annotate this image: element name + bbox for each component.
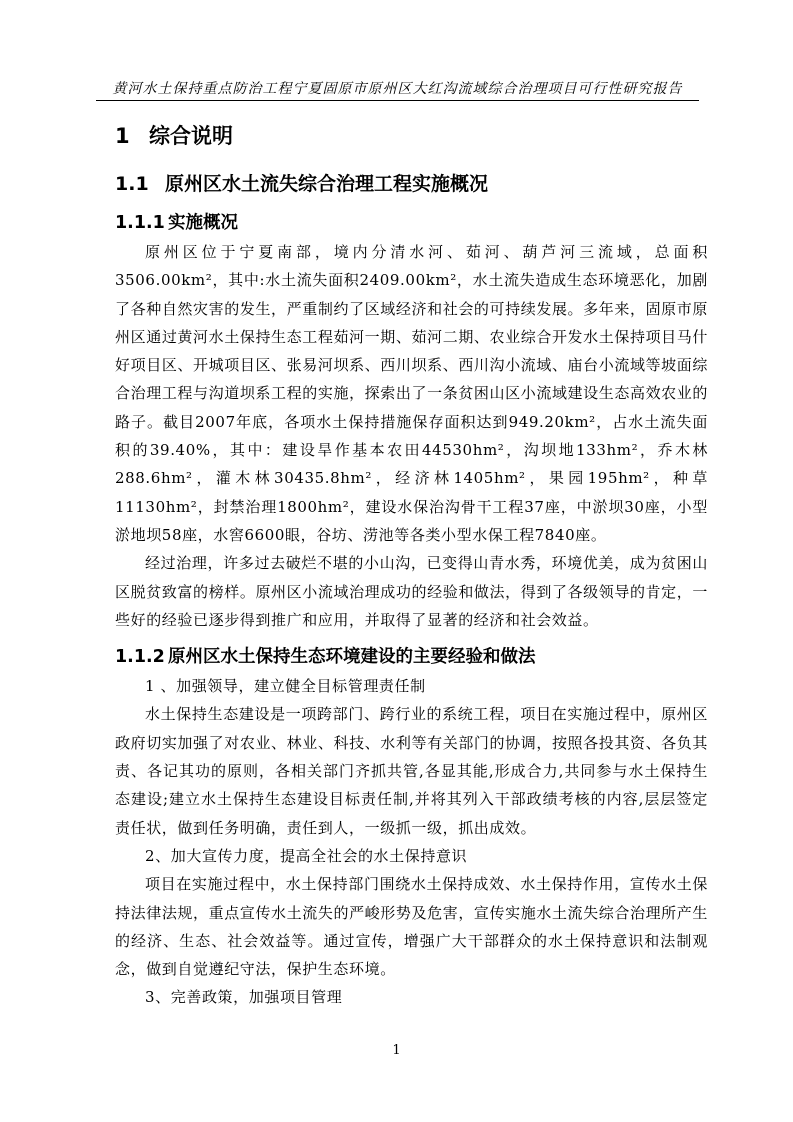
section-number: 1.1.1	[115, 213, 165, 233]
section-heading-1-1	[115, 168, 708, 200]
running-header: 黄河水土保持重点防治工程宁夏固原市原州区大红沟流域综合治理项目可行性研究报告	[112, 81, 683, 97]
section-number: 1.1.2	[115, 647, 165, 668]
section-title: 综合说明	[149, 124, 233, 148]
section-title: 实施概况	[168, 213, 238, 233]
document-body	[115, 118, 708, 1012]
section-title: 原州区水土保持生态环境建设的主要经验和做法	[168, 647, 536, 668]
section-heading-1-1-1	[115, 208, 708, 238]
paragraph-overview: 原州区位于宁夏南部，境内分清水河、茹河、葫芦河三流域，总面积3506.00km²，其中:水土流失面积2409.00km²，水土流失造成生态环境恶化，加剧了各种自然灾害的发生，严重制约了区域经济和社会的可持续发展。多年来，固原市原州区通过黄河水土保持生态工程茹河一期、茹河二期、农业综合开发水土保持项目马什好项目区、开城项目区、张易河坝系、西川坝系、西川沟小流域、庙台小流域等坡面综合治理工程与沟道坝系工程的实施，探索出了一条贫困山区小流域建设生态高效农业的路子。截目2007年底，各项水土保持措施保存面积达到949.20km²，占水土流失面积的39.40%，其中：建设旱作基本农田44530hm²，沟坝地133hm²，乔木林288.6hm²，灌木林30435.8hm²，经济林1405hm²，果园195hm²，种草11130hm²，封禁治理1800hm²，建设水保治沟骨干工程37座，中淤坝30座，小型淤地坝58座，水窖6600眼，谷坊、涝池等各类小型水保工程7840座。	[115, 243, 708, 544]
list-item-heading-3: 3、完善政策，加强项目管理	[145, 988, 343, 1007]
paragraph-results: 经过治理，许多过去破烂不堪的小山沟，已变得山青水秀，环境优美，成为贫困山区脱贫致富的榜样。原州区小流域治理成功的经验和做法，得到了各级领导的肯定，一些好的经验已逐步得到推广和应用，并取得了显著的经济和社会效益。	[115, 554, 708, 629]
list-item-heading-2: 2、加大宣传力度，提高全社会的水土保持意识	[145, 846, 468, 865]
section-heading-1	[115, 118, 708, 154]
section-title: 原州区水土流失综合治理工程实施概况	[165, 173, 489, 195]
section-number: 1.1	[115, 173, 149, 195]
section-heading-1-1-2	[115, 642, 708, 672]
paragraph-publicity: 项目在实施过程中，水土保持部门围绕水土保持成效、水土保持作用，宣传水土保持法律法规，重点宣传水土流失的严峻形势及危害，宣传实施水土流失综合治理所产生的经济、生态、社会效益等。通过宣传，增强广大干部群众的水土保持意识和法制观念，做到自觉遵纪守法，保护生态环境。	[115, 875, 708, 979]
page-number: 1	[392, 1043, 401, 1058]
list-item-heading-1: 1 、加强领导，建立健全目标管理责任制	[145, 677, 426, 696]
paragraph-leadership: 水土保持生态建设是一项跨部门、跨行业的系统工程，项目在实施过程中，原州区政府切实加强了对农业、林业、科技、水利等有关部门的协调，按照各投其资、各负其责、各记其功的原则，各相关部门齐抓共管,各显其能,形成合力,共同参与水土保持生态建设;建立水土保持生态建设目标责任制,并将其列入干部政绩考核的内容,层层签定责任状，做到任务明确，责任到人，一级抓一级，抓出成效。	[115, 705, 708, 837]
section-number: 1	[115, 124, 130, 148]
header-divider	[96, 100, 699, 101]
